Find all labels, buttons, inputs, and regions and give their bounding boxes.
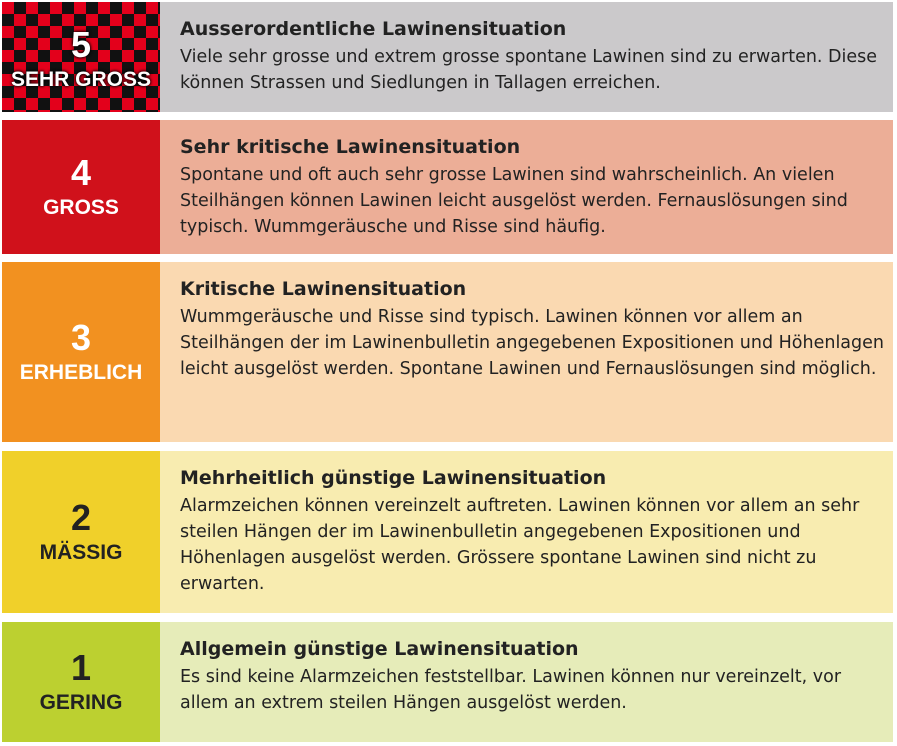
danger-level-2 [2,451,893,613]
danger-level-1-badge [2,622,160,742]
danger-level-1-description [160,622,893,742]
danger-level-number: 4 [70,152,92,193]
danger-level-name: SEHR GROSS [10,68,152,91]
danger-level-number: 2 [70,497,92,538]
danger-level-name: GERING [39,691,123,714]
danger-level-title: Ausserordentliche Lawinensituation [180,18,567,40]
danger-level-text: Viele sehr grosse und extrem grosse spontane Lawinen sind zu erwarten. Diese können Strassen und Siedlungen in Tallagen erreichen. [180,47,878,93]
danger-level-name: GROSS [43,196,119,219]
danger-level-text: Spontane und oft auch sehr grosse Lawinen sind wahrscheinlich. An vielen Steilhängen können Lawinen leicht ausgelöst werden. Fernauslösungen sind typisch. Wummgeräusche und Risse sind häufig. [180,165,848,237]
danger-level-title: Mehrheitlich günstige Lawinensituation [180,467,607,489]
danger-level-text: Wummgeräusche und Risse sind typisch. Lawinen können vor allem an Steilhängen der im Lawinenbulletin angegebenen Expositionen und Höhenlagen leicht ausgelöst werden. Spontane Lawinen und Fernauslösungen sind möglich. [180,307,884,379]
danger-level-text: Alarmzeichen können vereinzelt auftreten. Lawinen können vor allem an sehr steilen Hängen der im Lawinenbulletin angegebenen Expositionen und Höhenlagen ausgelöst werden. Grössere spontane Lawinen sind nicht zu erwarten. [180,496,860,594]
danger-level-number: 3 [70,317,92,358]
danger-level-name: ERHEBLICH [19,361,143,384]
danger-level-2-description [160,451,893,613]
danger-level-4-badge [2,120,160,254]
danger-level-1 [2,622,893,742]
danger-level-2-badge [2,451,160,613]
danger-level-4 [2,120,893,254]
danger-level-5-badge [2,2,160,112]
danger-level-5-description [160,2,893,112]
danger-level-3 [2,262,893,442]
danger-level-3-badge [2,262,160,442]
danger-level-3-description [160,262,893,442]
danger-level-4-description [160,120,893,254]
danger-level-5 [2,2,893,112]
danger-level-title: Kritische Lawinensituation [180,278,467,300]
danger-level-title: Allgemein günstige Lawinensituation [180,638,579,660]
danger-level-number: 5 [70,24,92,65]
danger-level-number: 1 [70,647,92,688]
danger-level-name: MÄSSIG [39,541,123,564]
danger-level-title: Sehr kritische Lawinensituation [180,136,521,158]
danger-level-text: Es sind keine Alarmzeichen feststellbar. Lawinen können nur vereinzelt, vor allem an extrem steilen Hängen ausgelöst werden. [180,667,842,713]
